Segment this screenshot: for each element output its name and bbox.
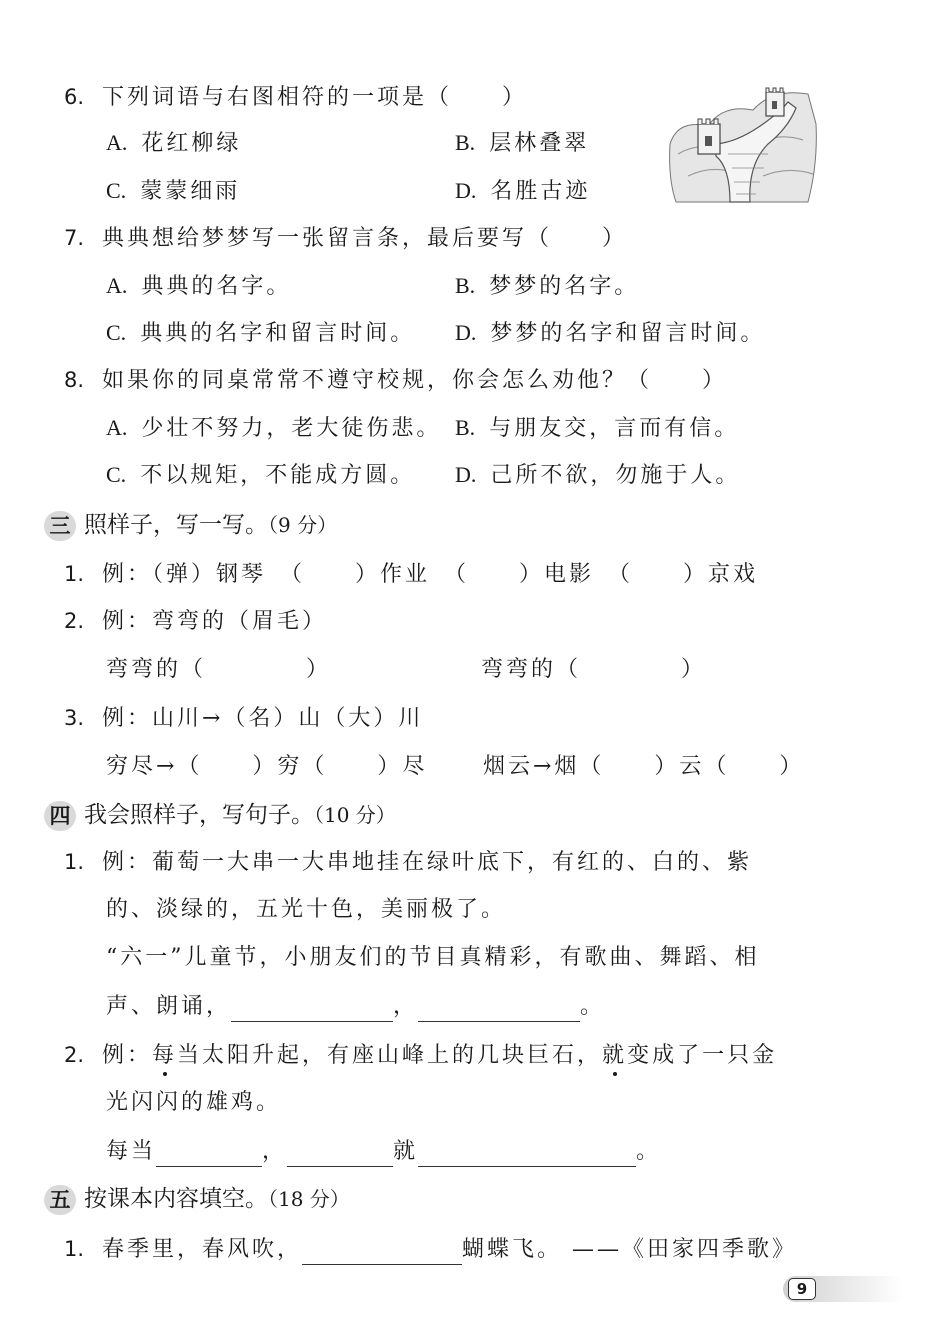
answer-blank[interactable] (156, 1142, 262, 1167)
q8-option-b[interactable]: B. 与朋友交，言而有信。 (455, 415, 740, 441)
section-points: （9 分） (268, 513, 338, 537)
sec3-q2-blank-b[interactable]: 弯弯的（ ） (481, 657, 707, 682)
section-badge: 四 (44, 801, 76, 831)
sec4-q1-line2: 的、淡绿的，五光十色，美丽极了。 (106, 897, 507, 922)
sec3-q2-text: 例：弯弯的（眉毛） (102, 609, 328, 634)
source-title: ——《田家四季歌》 (572, 1237, 798, 1262)
sec3-q2: 2. 例：弯弯的（眉毛） (64, 609, 328, 634)
sec3-q3: 3. 例：山川→（名）山（大）川 (64, 706, 424, 731)
q7-stem (64, 223, 627, 254)
sec4-q2-line3: 每当 ， 就 。 (106, 1137, 661, 1167)
sec4-q2-line2: 光闪闪的雄鸡。 (106, 1090, 282, 1115)
sec3-q1-text: 例：（弹）钢琴 （ ）作业 （ ）电影 （ ）京戏 (102, 562, 759, 587)
page-number: 9 (788, 1278, 816, 1300)
answer-blank[interactable] (287, 1142, 393, 1167)
emphasis-char: 就 (602, 1043, 628, 1068)
sec3-q3-text: 例：山川→（名）山（大）川 (102, 706, 424, 731)
sec3-q3-blank-a[interactable]: 穷尽→（ ）穷（ ）尽 (106, 754, 428, 779)
sec3-q3-blank-b[interactable]: 烟云→烟（ ）云（ ） (483, 754, 805, 779)
q7-text: 典典想给梦梦写一张留言条，最后要写（ ） (102, 226, 628, 251)
sec4-q1-line1: 1. 例：葡萄一大串一大串地挂在绿叶底下，有红的、白的、紫 (64, 850, 753, 875)
great-wall-illustration (668, 84, 818, 206)
q6-option-c[interactable]: C. 蒙蒙细雨 (106, 178, 241, 204)
q7-option-d[interactable]: D. 梦梦的名字和留言时间。 (455, 320, 766, 346)
q6-stem (64, 82, 527, 113)
q7-option-a[interactable]: A. 典典的名字。 (106, 273, 292, 299)
answer-blank[interactable] (418, 1142, 636, 1167)
answer-blank[interactable] (231, 997, 393, 1022)
q6-option-b[interactable]: B. 层林叠翠 (455, 130, 590, 156)
q8-option-c[interactable]: C. 不以规矩，不能成方圆。 (106, 462, 416, 488)
sec3-q2-blank-a[interactable]: 弯弯的（ ） (106, 657, 332, 682)
q6-option-a[interactable]: A. 花红柳绿 (106, 130, 242, 156)
sec3-q1: 1. 例：（弹）钢琴 （ ）作业 （ ）电影 （ ）京戏 (64, 562, 759, 587)
q7-option-b[interactable]: B. 梦梦的名字。 (455, 273, 640, 299)
section-4-heading (44, 800, 396, 831)
section-3-heading (44, 510, 337, 541)
q6-text: 下列词语与右图相符的一项是（ ） (102, 85, 528, 110)
section-badge: 五 (44, 1185, 76, 1215)
sec4-q1-line4: 声、朗诵， ， 。 (106, 992, 605, 1022)
section-points: （10 分） (314, 803, 396, 827)
sec4-q2-line1: 2. 例：每当太阳升起，有座山峰上的几块巨石，就变成了一只金 (64, 1043, 778, 1068)
section-points: （18 分） (268, 1187, 350, 1211)
section-5-heading (44, 1184, 350, 1215)
q6-option-d[interactable]: D. 名胜古迹 (455, 178, 591, 204)
q8-number: 8. (64, 368, 85, 392)
sec4-q1-line3: “六一”儿童节，小朋友们的节目真精彩，有歌曲、舞蹈、相 (106, 945, 760, 970)
q8-option-a[interactable]: A. 少壮不努力，老大徒伤悲。 (106, 415, 442, 441)
section-title: 我会照样子，写句子。 (84, 802, 314, 828)
section-title: 按课本内容填空。 (84, 1186, 268, 1212)
q7-number: 7. (64, 226, 85, 250)
sec5-q1: 1. 春季里，春风吹， 蝴蝶飞。 ——《田家四季歌》 (64, 1234, 797, 1265)
section-title: 照样子，写一写。 (84, 512, 268, 538)
answer-blank[interactable] (302, 1240, 462, 1265)
q6-number: 6. (64, 85, 85, 109)
section-badge: 三 (44, 511, 76, 541)
answer-blank[interactable] (418, 997, 580, 1022)
q8-stem (64, 365, 727, 396)
emphasis-char: 每 (152, 1043, 178, 1068)
q8-option-d[interactable]: D. 己所不欲，勿施于人。 (455, 462, 741, 488)
q7-option-c[interactable]: C. 典典的名字和留言时间。 (106, 320, 416, 346)
q8-text: 如果你的同桌常常不遵守校规，你会怎么劝他？（ ） (102, 368, 728, 393)
